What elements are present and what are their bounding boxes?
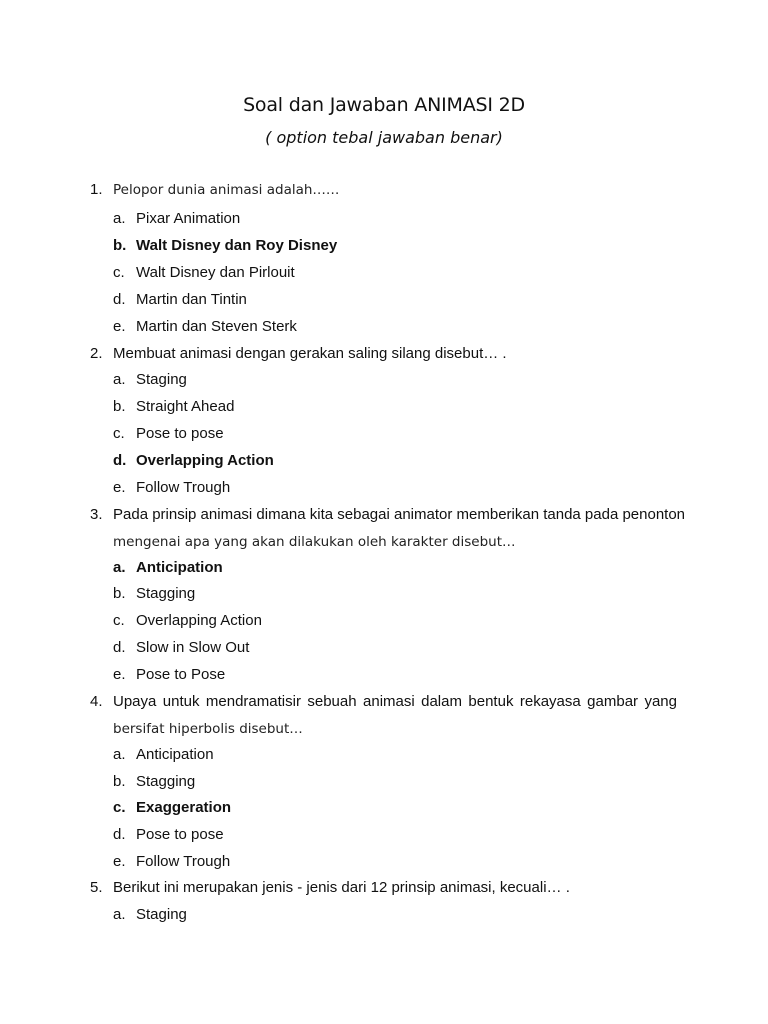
option-text: Anticipation	[136, 559, 223, 576]
option-text: Walt Disney dan Pirlouit	[136, 264, 295, 281]
option-letter: b.	[113, 237, 127, 254]
option-letter: c.	[113, 425, 125, 442]
question-number: 2.	[90, 345, 103, 362]
option-letter: e.	[113, 666, 126, 683]
question-number: 3.	[90, 506, 103, 523]
option-letter: b.	[113, 585, 126, 602]
option-letter: d.	[113, 291, 126, 308]
option-text: Follow Trough	[136, 479, 231, 496]
option-text: Follow Trough	[136, 853, 231, 870]
option-letter: e.	[113, 853, 126, 870]
option-text: Stagging	[136, 585, 196, 602]
question-text-line-2: bersifat hiperbolis disebut…	[113, 721, 303, 737]
option-text: Pose to pose	[136, 425, 224, 442]
option-letter: b.	[113, 398, 126, 415]
option-text: Pixar Animation	[136, 210, 241, 227]
option-text: Overlapping Action	[136, 452, 274, 469]
page-subtitle: ( option tebal jawaban benar)	[265, 128, 503, 147]
option-letter: a.	[113, 371, 126, 388]
option-letter: a.	[113, 559, 126, 576]
option-text: Walt Disney dan Roy Disney	[136, 237, 338, 254]
option-letter: c.	[113, 799, 126, 816]
option-letter: a.	[113, 746, 126, 763]
option-text: Overlapping Action	[136, 612, 262, 629]
option-letter: b.	[113, 773, 126, 790]
option-text: Anticipation	[136, 746, 214, 763]
option-letter: d.	[113, 452, 127, 469]
option-letter: d.	[113, 639, 126, 656]
option-text: Slow in Slow Out	[136, 639, 250, 656]
option-letter: e.	[113, 479, 126, 496]
question-text-line-1: Pada prinsip animasi dimana kita sebagai animator memberikan tanda pada penonton	[113, 506, 686, 523]
option-text: Martin dan Steven Sterk	[136, 318, 297, 335]
question-number: 4.	[90, 693, 103, 710]
option-text: Stagging	[136, 773, 196, 790]
option-letter: a.	[113, 210, 126, 227]
option-text: Staging	[136, 906, 187, 923]
question-text: Berikut ini merupakan jenis - jenis dari 12 prinsip animasi, kecuali… .	[113, 879, 570, 896]
option-letter: c.	[113, 264, 125, 281]
question-text: Pelopor dunia animasi adalah……	[113, 182, 340, 198]
question-number: 1.	[90, 181, 103, 198]
question-number: 5.	[90, 879, 103, 896]
question-text-line-2: mengenai apa yang akan dilakukan oleh karakter disebut…	[113, 534, 516, 550]
page-title: Soal dan Jawaban ANIMASI 2D	[243, 94, 525, 116]
option-text: Staging	[136, 371, 187, 388]
option-text: Exaggeration	[136, 799, 232, 816]
option-letter: a.	[113, 906, 126, 923]
option-text: Pose to pose	[136, 826, 224, 843]
option-text: Straight Ahead	[136, 398, 235, 415]
question-text-line-1: Upaya untuk mendramatisir sebuah animasi dalam bentuk rekayasa gambar yang	[113, 693, 677, 710]
option-text: Martin dan Tintin	[136, 291, 247, 308]
option-letter: e.	[113, 318, 126, 335]
question-text: Membuat animasi dengan gerakan saling silang disebut… .	[113, 345, 507, 362]
option-text: Pose to Pose	[136, 666, 226, 683]
option-letter: c.	[113, 612, 125, 629]
option-letter: d.	[113, 826, 126, 843]
